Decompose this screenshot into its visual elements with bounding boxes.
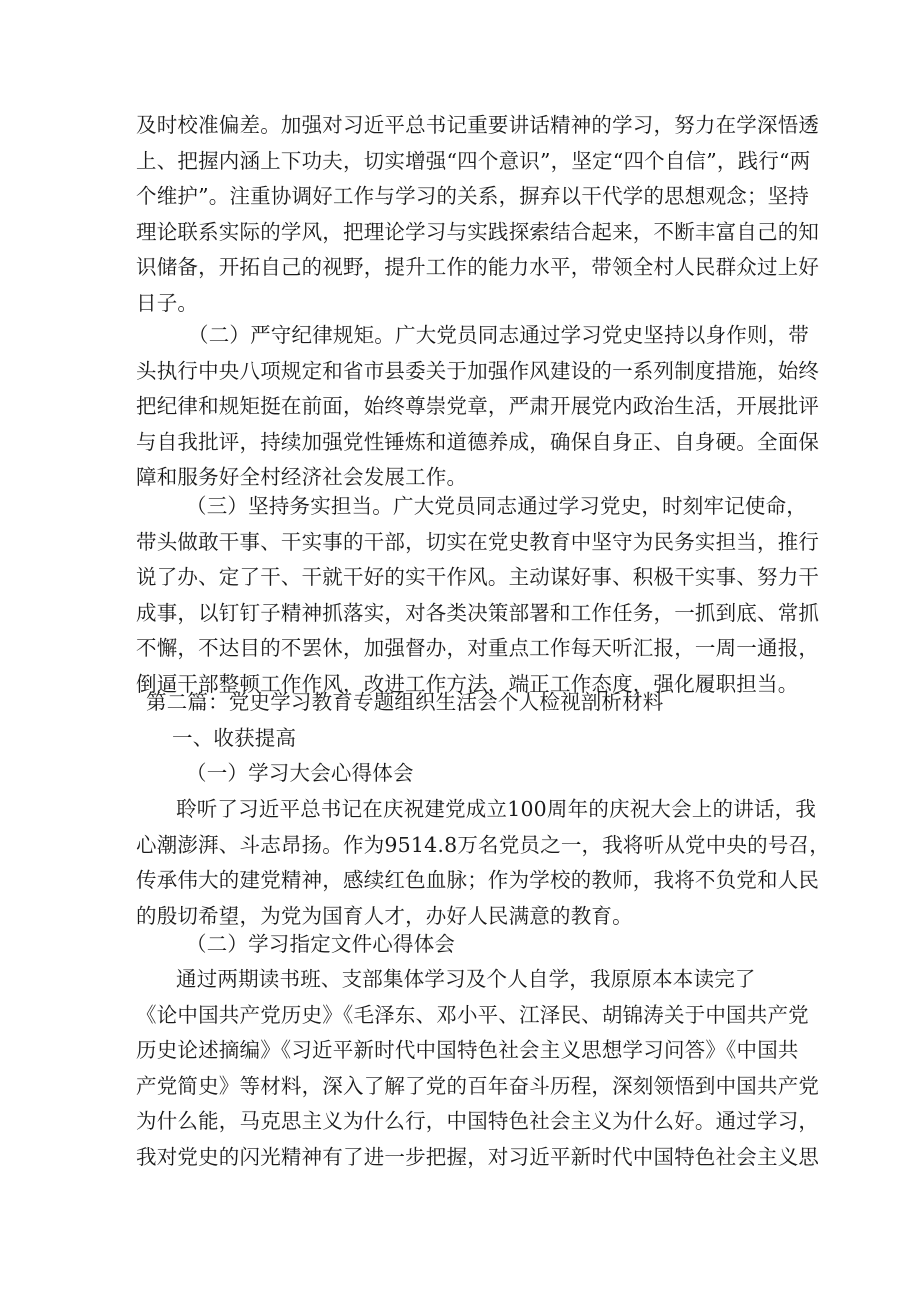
text-line: 通过两期读书班、支部集体学习及个人自学，我原原本本读完了 [176, 967, 756, 991]
text-line: 说了办、定了干、干就干好的实干作风。主动谋好事、积极干实事、努力干 [136, 565, 820, 590]
part-two-heading: 第二篇：党史学习教育专题组织生活会个人检视剖析材料 [146, 690, 664, 714]
paragraph-3 [136, 489, 820, 703]
text-line: 心潮澎湃、斗志昂扬。作为9514.8万名党员之一，我将听从党中央的号召， [136, 832, 830, 857]
text-line: 历史论述摘编》《习近平新时代中国特色社会主义思想学习问答》《中国共 [136, 1038, 799, 1063]
text-line: 成事，以钉钉子精神抓落实，对各类决策部署和工作任务，一抓到底、常抓 [136, 600, 820, 625]
text-line: 传承伟大的建党精神，感续红色血脉；作为学校的教师，我将不负党和人民 [136, 868, 820, 893]
text-line: 个维护”。注重协调好工作与学习的关系，摒弃以干代学的思想观念；坚持 [136, 184, 810, 209]
paragraph-1 [136, 108, 820, 322]
text-line: 日子。 [136, 290, 199, 315]
text-line: 《论中国共产党历史》《毛泽东、邓小平、江泽民、胡锦涛关于中国共产党 [136, 1002, 809, 1027]
paragraph-2 [136, 318, 820, 496]
section-one-heading: 一、收获提高 [172, 725, 297, 750]
paragraph-5 [136, 962, 820, 1176]
subsection-two-heading: （二）学习指定文件心得体会 [186, 932, 456, 956]
text-line: 带头做敢干事、干实事的干部，切实在党史教育中坚守为民务实担当，推行 [136, 529, 820, 554]
text-line: 头执行中央八项规定和省市县委关于加强作风建设的一系列制度措施，始终 [136, 358, 820, 383]
text-line: 障和服务好全村经济社会发展工作。 [136, 465, 468, 490]
text-line: 识储备，开拓自己的视野，提升工作的能力水平，带领全村人民群众过上好 [136, 255, 820, 280]
text-line: 与自我批评，持续加强党性锤炼和道德养成，确保自身正、自身硬。全面保 [136, 429, 820, 454]
text-line: （二）严守纪律规矩。广大党员同志通过学习党史坚持以身作则，带 [188, 323, 809, 347]
paragraph-4 [136, 792, 830, 934]
subsection-two-block [136, 927, 786, 963]
text-line: 倒逼干部整顿工作作风，改进工作方法，端正工作态度，强化履职担当。 [136, 671, 799, 696]
text-line: 我对党史的闪光精神有了进一步把握，对习近平新时代中国特色社会主义思 [136, 1144, 820, 1169]
headings-block [136, 685, 786, 792]
text-line: 上、把握内涵上下功夫，切实增强“四个意识”，坚定“四个自信”，践行“两 [136, 148, 811, 173]
text-line: 产党简史》等材料，深入了解了党的百年奋斗历程，深刻领悟到中国共产党 [136, 1073, 820, 1098]
text-line: 为什么能，马克思主义为什么行，中国特色社会主义为什么好。通过学习， [136, 1109, 820, 1134]
text-line: 及时校准偏差。加强对习近平总书记重要讲话精神的学习，努力在学深悟透 [136, 113, 820, 137]
text-line: 把纪律和规矩挺在前面，始终尊崇党章，严肃开展党内政治生活，开展批评 [136, 394, 820, 419]
text-line: 理论联系实际的学风，把理论学习与实践探索结合起来，不断丰富自己的知 [136, 219, 820, 244]
text-line: 聆听了习近平总书记在庆祝建党成立100周年的庆祝大会上的讲话，我 [176, 797, 817, 821]
text-line: 的殷切希望，为党为国育人才，办好人民满意的教育。 [136, 903, 633, 928]
subsection-one-heading: （一）学习大会心得体会 [186, 761, 414, 786]
text-line: （三）坚持务实担当。广大党员同志通过学习党史，时刻牢记使命， [186, 494, 807, 518]
text-line: 不懈，不达目的不罢休，加强督办，对重点工作每天听汇报，一周一通报， [136, 636, 820, 661]
